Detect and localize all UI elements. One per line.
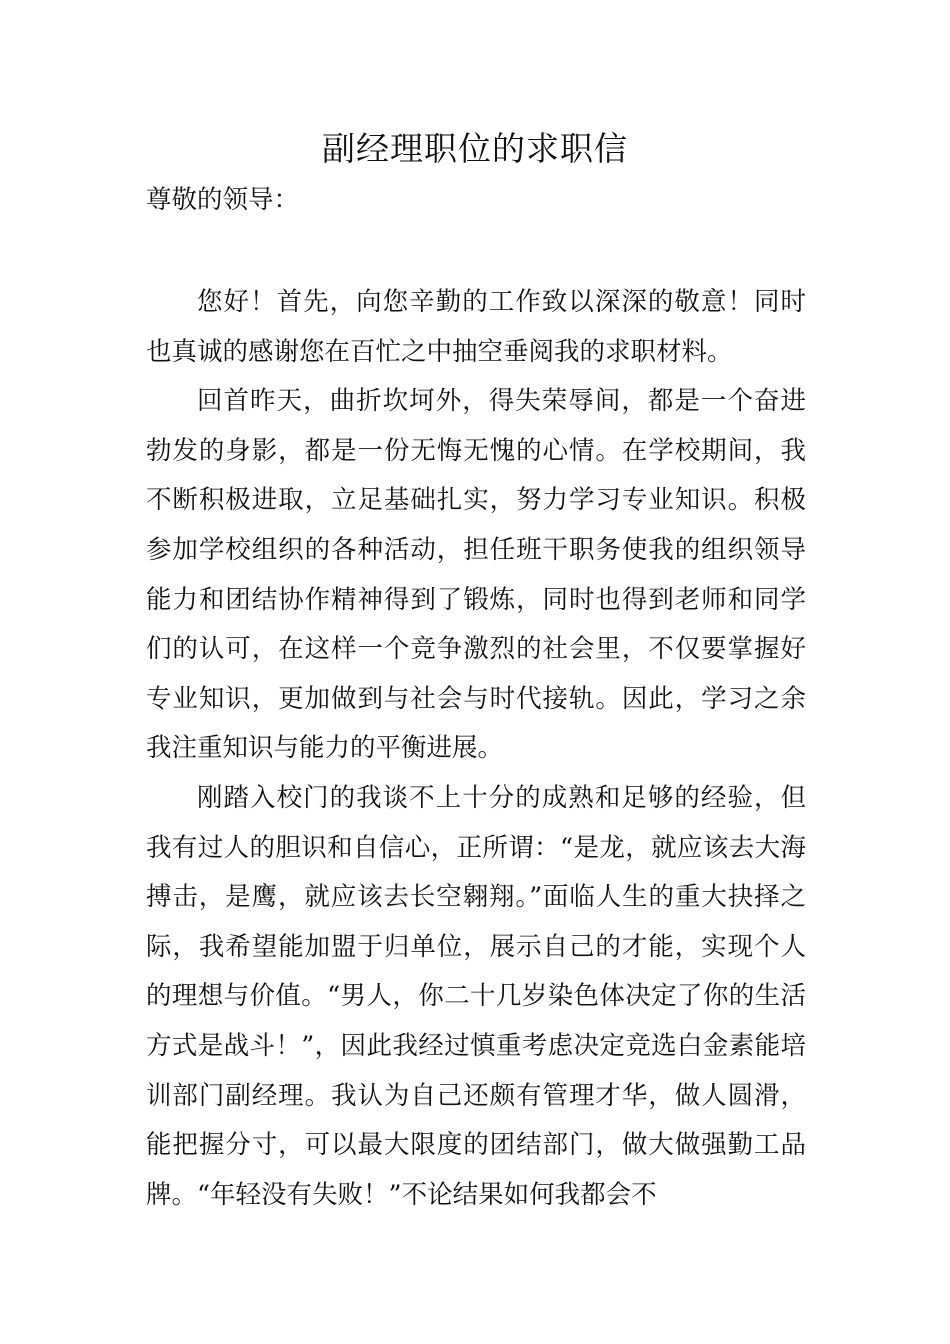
paragraph-application: 刚踏入校门的我谈不上十分的成熟和足够的经验，但我有过人的胆识和自信心，正所谓：“是龙，就应该去大海搏击，是鹰，就应该去长空翱翔。”面临人生的重大抉择之际，我希望能加盟于归单位，展示自己的才能，实现个人的理想与价值。“男人，你二十几岁染色体决定了你的生活方式是战斗！”，因此我经过慎重考虑决定竞选白金素能培训部门副经理。我认为自己还颇有管理才华，做人圆滑，能把握分寸，可以最大限度的团结部门，做大做强勤工品牌。“年轻没有失败！”不论结果如何我都会不 [146,782,806,1210]
letter-body [146,278,806,1220]
paragraph-school-experience: 回首昨天，曲折坎坷外，得失荣辱间，都是一个奋进勃发的身影，都是一份无悔无愧的心情。在学校期间，我不断积极进取，立足基础扎实，努力学习专业知识。积极参加学校组织的各种活动，担任班干职务使我的组织领导能力和团结协作精神得到了锻炼，同时也得到老师和同学们的认可，在这样一个竞争激烈的社会里，不仅要掌握好专业知识，更加做到与社会与时代接轨。因此，学习之余我注重知识与能力的平衡进展。 [146,386,806,764]
salutation: 尊敬的领导： [146,185,300,215]
document-title: 副经理职位的求职信 [322,129,628,168]
paragraph-greeting: 您好！首先，向您辛勤的工作致以深深的敬意！同时也真诚的感谢您在百忙之中抽空垂阅我的求职材料。 [146,287,806,367]
